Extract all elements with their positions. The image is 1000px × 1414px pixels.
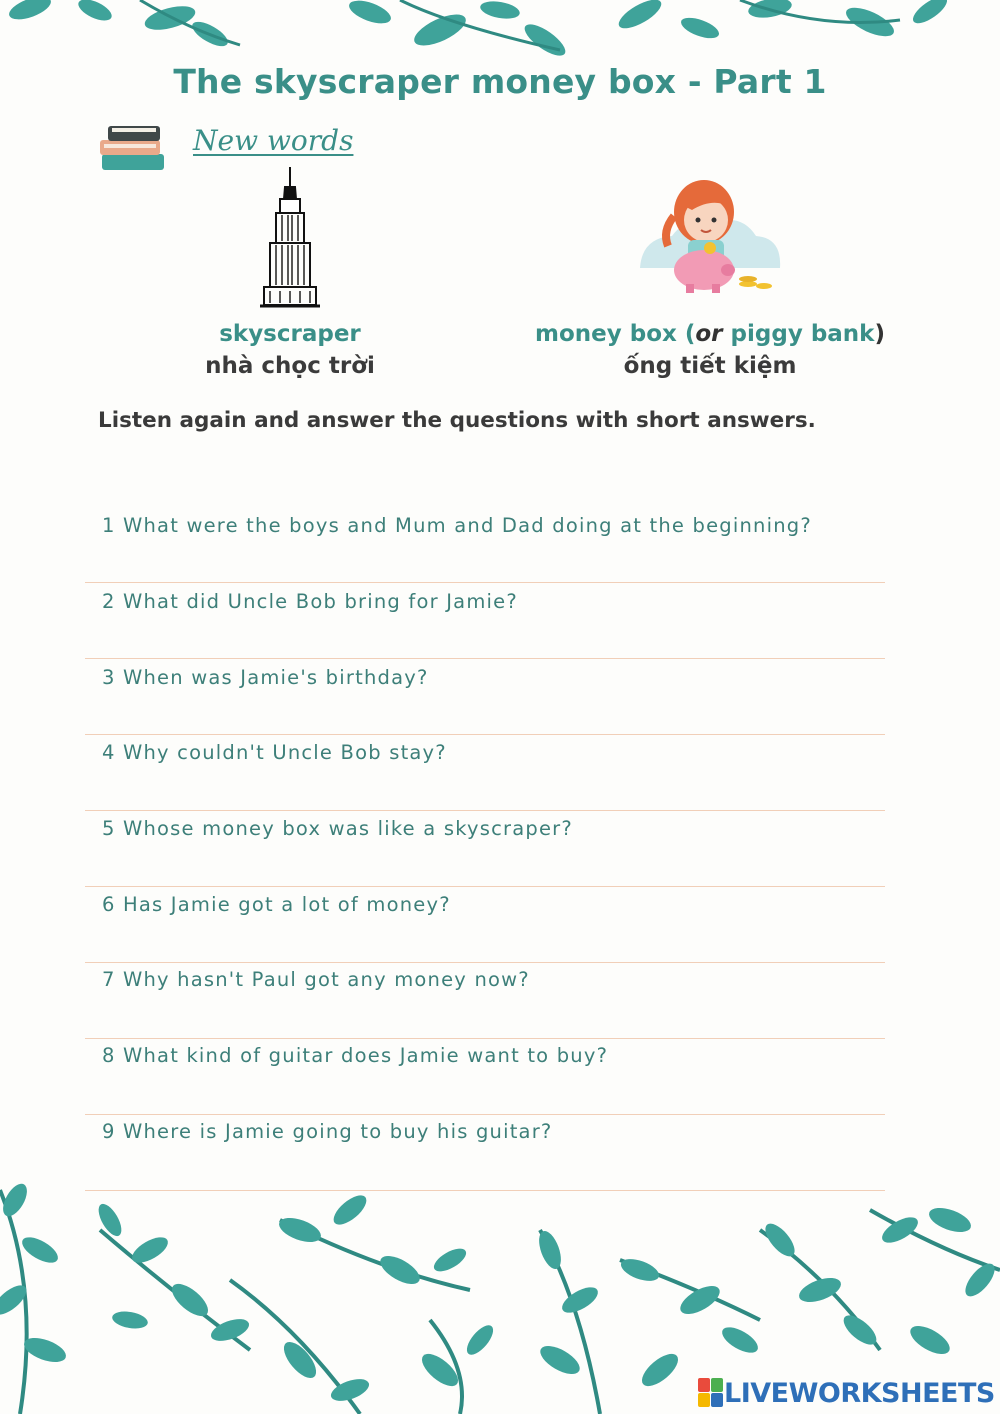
instruction-text: Listen again and answer the questions with short answers.: [98, 408, 816, 433]
question-1: 1 What were the boys and Mum and Dad doing at the beginning?: [102, 514, 812, 537]
leaf-decoration-top: [0, 0, 1000, 70]
question-8: 8 What kind of guitar does Jamie want to buy?: [102, 1044, 609, 1067]
vocab-word-close-paren: ): [874, 321, 885, 347]
answer-line-2[interactable]: [85, 658, 885, 659]
answer-line-5[interactable]: [85, 886, 885, 887]
answer-line-4[interactable]: [85, 810, 885, 811]
question-3: 3 When was Jamie's birthday?: [102, 666, 429, 689]
liveworksheets-logo-text: LIVEWORKSHEETS: [724, 1377, 995, 1409]
books-icon: [98, 114, 168, 176]
vocab-word-money-box: [510, 321, 910, 347]
piggy-bank-girl-icon: [632, 176, 784, 298]
answer-line-8[interactable]: [85, 1114, 885, 1115]
vocab-word-or: or: [695, 321, 723, 347]
answer-line-3[interactable]: [85, 734, 885, 735]
question-7: 7 Why hasn't Paul got any money now?: [102, 968, 530, 991]
question-6: 6 Has Jamie got a lot of money?: [102, 893, 451, 916]
vocab-translation-money-box: ống tiết kiệm: [623, 353, 797, 379]
answer-line-1[interactable]: [85, 582, 885, 583]
new-words-heading: New words: [193, 124, 354, 157]
answer-line-6[interactable]: [85, 962, 885, 963]
liveworksheets-logo-icon: [698, 1378, 724, 1408]
vocab-translation-skyscraper: nhà chọc trời: [205, 353, 375, 379]
liveworksheets-logo: [698, 1376, 995, 1410]
vocab-word-skyscraper: skyscraper: [219, 321, 361, 347]
answer-line-9[interactable]: [85, 1190, 885, 1191]
answer-line-7[interactable]: [85, 1038, 885, 1039]
question-4: 4 Why couldn't Uncle Bob stay?: [102, 741, 447, 764]
question-2: 2 What did Uncle Bob bring for Jamie?: [102, 590, 518, 613]
vocab-word-money-box-main: money box (: [535, 321, 696, 347]
page-title: The skyscraper money box - Part 1: [173, 62, 827, 101]
vocab-word-piggy-bank: piggy bank: [730, 321, 875, 347]
question-9: 9 Where is Jamie going to buy his guitar?: [102, 1120, 553, 1143]
question-5: 5 Whose money box was like a skyscraper?: [102, 817, 573, 840]
skyscraper-icon: [258, 165, 322, 313]
